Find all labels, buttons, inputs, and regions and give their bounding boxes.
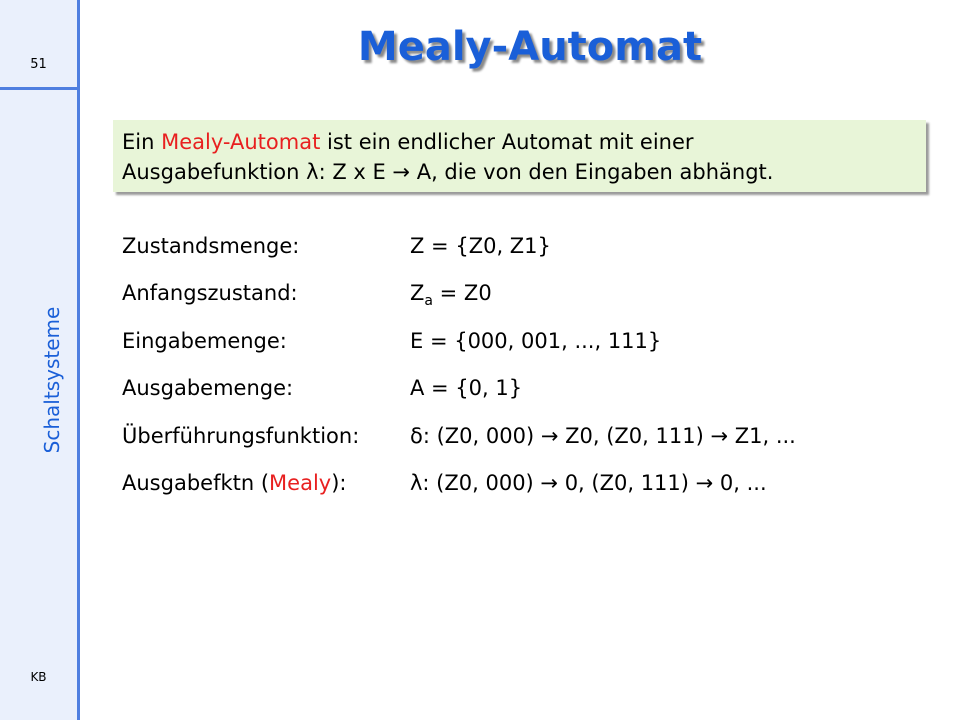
row-label: Zustandsmenge:	[122, 234, 300, 258]
row-value: E = {000, 001, ..., 111}	[410, 329, 662, 353]
sidebar-divider	[77, 0, 80, 720]
row-label: Überführungsfunktion:	[122, 424, 360, 448]
label-highlight: Mealy	[269, 471, 332, 495]
page-number: 51	[30, 57, 47, 72]
definition-highlight: Mealy-Automat	[161, 130, 321, 154]
row-value: δ: (Z0, 000) → Z0, (Z0, 111) → Z1, ...	[410, 424, 796, 448]
row-value: A = {0, 1}	[410, 376, 523, 400]
definition-line-2: Ausgabefunktion λ: Z x E → A, die von den Eingaben abhängt.	[122, 160, 774, 184]
row-label: Ausgabefktn (Mealy):	[122, 471, 347, 495]
row-label: Ausgabemenge:	[122, 376, 294, 400]
definition-line-1: Ein Mealy-Automat ist ein endlicher Automat mit einer	[122, 130, 694, 154]
left-sidebar	[0, 0, 77, 720]
header-divider	[0, 87, 80, 90]
row-value: Z = {Z0, Z1}	[410, 234, 551, 258]
footer-initials: KB	[30, 670, 47, 684]
slide-title: Mealy-Automat	[357, 24, 703, 70]
side-title: Schaltsysteme	[40, 306, 64, 454]
row-label: Eingabemenge:	[122, 329, 287, 353]
row-value: λ: (Z0, 000) → 0, (Z0, 111) → 0, ...	[410, 471, 767, 495]
definition-text	[122, 127, 922, 187]
row-label: Anfangszustand:	[122, 281, 298, 305]
row-value: $Z_a = Z0$	[410, 281, 492, 309]
